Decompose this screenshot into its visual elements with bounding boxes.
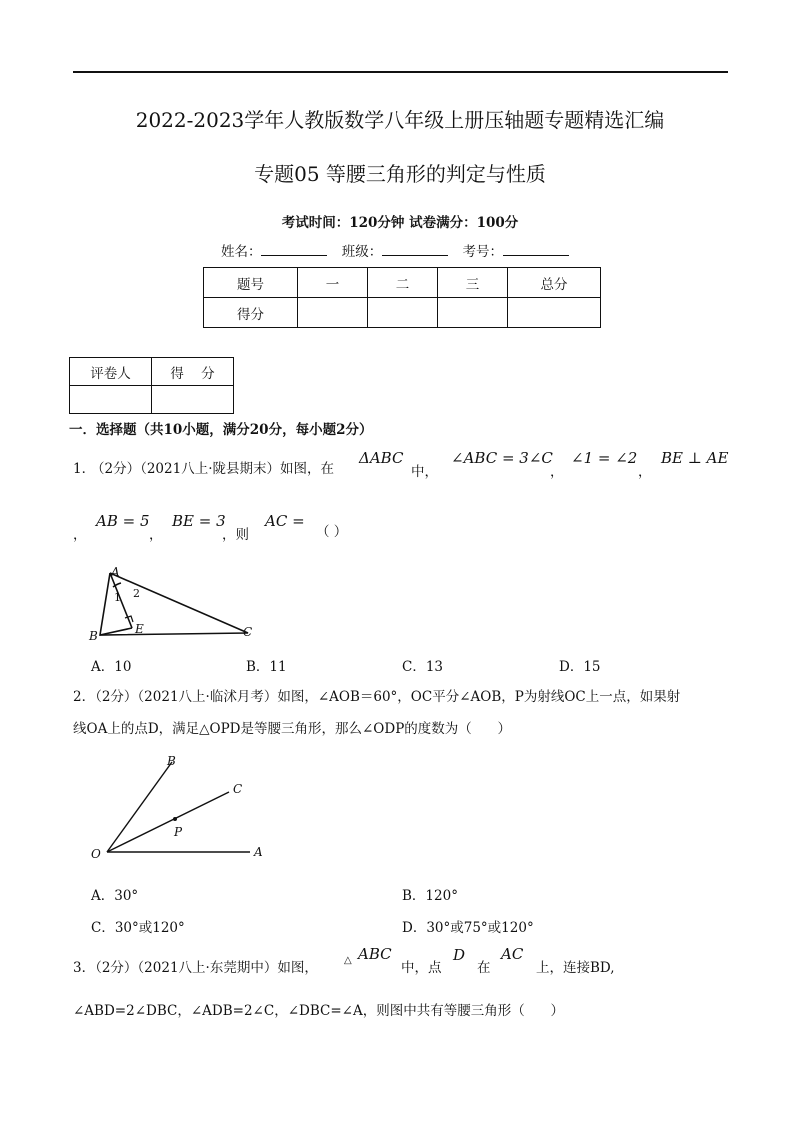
q1-comma2: ， <box>638 464 652 480</box>
q2-label-p: P <box>174 825 183 839</box>
q1-comma3: ， <box>73 527 87 543</box>
score-table-score-row <box>204 298 601 328</box>
q2-option-b[interactable]: B．120° <box>402 888 458 904</box>
score-header-cell: 三 <box>438 268 508 298</box>
score-cell[interactable] <box>298 298 368 328</box>
q2-label-c: C <box>233 782 243 796</box>
top-rule <box>73 71 728 73</box>
grader-label: 评卷人 <box>70 358 152 386</box>
q3-on: 在 <box>477 960 491 976</box>
score-row-label: 得分 <box>204 298 298 328</box>
q1-ask: AC = <box>265 512 305 530</box>
q1-comma1: ， <box>550 464 564 480</box>
q1-label-b: B <box>89 629 98 643</box>
q2-line1: 2．（2分）（2021八上·临沭月考）如图，∠AOB＝60°，OC平分∠AOB，P为射线OC上一点，如果射 <box>73 689 681 705</box>
q1-cond1: ∠ABC = 3∠C <box>451 449 553 467</box>
grader-input-row <box>70 386 234 414</box>
q3-rest: 上，连接BD, <box>536 960 615 976</box>
q2-label-a: A <box>254 845 263 859</box>
q1-option-b[interactable]: B．11 <box>246 659 287 675</box>
q1-cond5: BE = 3 <box>172 512 226 530</box>
id-label: 考号： <box>462 244 504 260</box>
score-table-header-row <box>204 268 601 298</box>
q1-option-a[interactable]: A．10 <box>91 659 132 675</box>
q1-cond2: ∠1 = ∠2 <box>571 449 638 467</box>
score-table <box>203 267 601 328</box>
name-label: 姓名： <box>220 244 262 260</box>
q2-label-o: O <box>91 847 101 861</box>
q1-label-e: E <box>135 622 144 636</box>
q1-label-angle2: 2 <box>133 587 140 600</box>
score-cell[interactable] <box>438 298 508 328</box>
q2-ray-oc <box>107 792 229 852</box>
q1-then: ，则 <box>222 527 249 543</box>
q1-mid: 中， <box>411 464 438 480</box>
class-blank[interactable] <box>382 243 448 256</box>
q1-paren: （ ） <box>316 524 348 540</box>
q3-lead: 3．（2分）（2021八上·东莞期中）如图， <box>73 960 318 976</box>
document-subtitle: 专题05 等腰三角形的判定与性质 <box>254 162 546 186</box>
section-title: 一．选择题（共10小题，满分20分，每小题2分） <box>69 422 373 438</box>
score-header-cell: 一 <box>298 268 368 298</box>
grader-score-label: 得 分 <box>152 358 234 386</box>
class-label: 班级： <box>341 244 383 260</box>
q3-segment-ac: AC <box>501 945 524 963</box>
grader-score-cell[interactable] <box>152 386 234 414</box>
q2-option-a[interactable]: A．30° <box>91 888 139 904</box>
q2-point-p <box>173 817 177 821</box>
q1-option-d[interactable]: D．15 <box>559 659 601 675</box>
score-header-cell: 二 <box>368 268 438 298</box>
grader-table <box>69 357 234 414</box>
score-header-cell: 总分 <box>508 268 601 298</box>
score-cell[interactable] <box>368 298 438 328</box>
q2-ray-ob <box>107 762 172 852</box>
q1-comma4: ， <box>149 527 163 543</box>
id-blank[interactable] <box>503 243 569 256</box>
q2-option-c[interactable]: C．30°或120° <box>91 920 185 936</box>
document-title: 2022-2023学年人教版数学八年级上册压轴题专题精选汇编 <box>135 108 665 132</box>
grader-header-row <box>70 358 234 386</box>
exam-meta: 考试时间：120分钟 试卷满分：100分 <box>281 215 519 231</box>
q2-figure <box>85 748 270 863</box>
q1-option-c[interactable]: C．13 <box>402 659 444 675</box>
q3-triangle-symbol: △ <box>344 955 352 966</box>
q3-triangle: ABC <box>358 945 392 963</box>
q1-label-c: C <box>243 625 253 639</box>
q2-option-d[interactable]: D．30°或75°或120° <box>402 920 534 936</box>
student-info-line <box>0 240 800 260</box>
q1-label-angle1: 1 <box>114 591 121 604</box>
q2-label-b: B <box>167 754 176 768</box>
q1-triangle: ΔABC <box>359 449 404 467</box>
score-header-cell: 题号 <box>204 268 298 298</box>
q3-mid: 中，点 <box>401 960 442 976</box>
q1-cond3: BE ⊥ AE <box>661 449 729 467</box>
q1-cond4: AB = 5 <box>96 512 150 530</box>
score-cell[interactable] <box>508 298 601 328</box>
name-blank[interactable] <box>261 243 327 256</box>
q2-line2: 线OA上的点D，满足△OPD是等腰三角形，那么∠ODP的度数为（ ） <box>73 721 512 737</box>
q1-meta: （2分）（2021八上·陇县期末）如图，在 <box>91 461 334 477</box>
q1-label-a: A <box>111 565 120 579</box>
q3-point-d: D <box>453 946 466 964</box>
q1-figure <box>85 560 265 650</box>
grader-cell[interactable] <box>70 386 152 414</box>
q1-number: 1． <box>73 461 96 477</box>
q3-line2: ∠ABD=2∠DBC，∠ADB=2∠C，∠DBC=∠A，则图中共有等腰三角形（ ） <box>73 1003 564 1019</box>
